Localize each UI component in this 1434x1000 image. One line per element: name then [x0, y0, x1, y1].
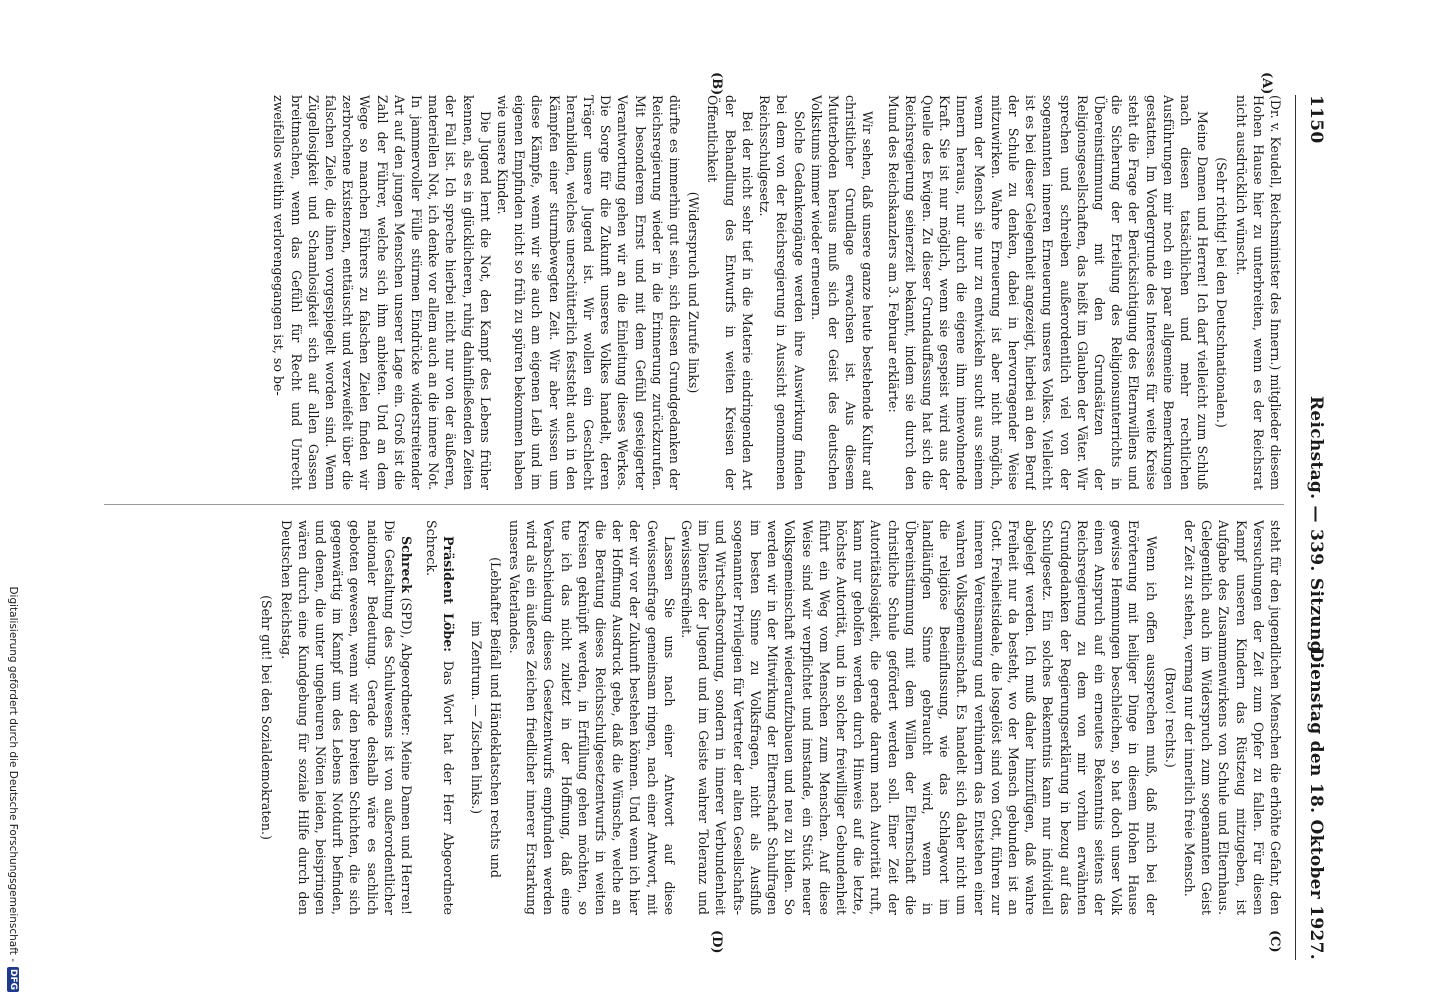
paragraph: Bei der nicht sehr tief in die Materie eindringenden Art der Behandlung des Entwurfs in weiten Kreisen der Öffentlichkeit [705, 95, 755, 490]
paragraph: Lassen Sie uns nach einer Antwort auf diese Gewissensfrage gemeinsam ringen, nach einer Antwort, mit der wir vor der Zukunft bestehen können. Und wenn ich hier der Hoffnung Ausdruck gebe, daß die Wünsche, welche an die Beratung dieses Reichsschulgesetzentwurfs in weiten Kreisen geknüpft werden, in Erfüllung gehen möchten, so tue ich das nicht zuletzt in der Hoffnung, daß eine Verabschiedung dieses Gesetzentwurfs empfunden werden wird als ein äußeres Zeichen friedlicher innerer Erstarkung unseres Vaterlandes. [507, 520, 677, 915]
paragraph: Solche Gedankengänge werden ihre Auswirkung finden bei dem von der Reichsregierung in Aussicht genommenen Reichsschulgesetz. [757, 95, 807, 490]
paragraph: Meine Damen und Herren! Ich darf vielleicht zum Schluß nach diesen tatsächlichen und mehr rechtlichen Ausführungen mir noch ein paar allgemeine Bemerkungen gestatten. Im Vordergrunde des Interesses für weite Kreise steht die Frage der Berücksichtigung des Elternwillens und die Sicherung der Erteilung des Religionsunterrichts in Übereinstimmung mit den Grundsätzen der Religionsgesellschaften, das heißt im Glauben der Väter. Wir sprechen und schreiben außerordentlich viel von der sogenannten inneren Erneuerung unseres Volkes. Vielleicht ist es bei dieser Gelegenheit angezeigt, hierbei an den Beruf der Schule zu denken, dabei in hervorragender Weise mitzuwirken. Wahre Erneuerung ist aber nicht möglich, wenn der Mensch sie nur zu entwickeln sucht aus seinem Innern heraus, nur durch die eigene ihm innewohnende Kraft. Sie ist nur möglich, wenn sie gespeist wird aus der Quelle des Ewigen. Zu dieser Grundauffassung hat sich die Reichsregierung seinerzeit bekannt, indem sie durch den Mund des Reichskanzlers am 3. Februar erklärte: [885, 95, 1211, 490]
page-title: Reichstag. — 339. Sitzung. [1306, 395, 1326, 660]
margin-marker-b: (B) [709, 72, 724, 96]
dfg-logo: DFG [8, 968, 18, 990]
digitization-credit [0, 0, 26, 1000]
speech-text: (SPD), Abgeordneter: Meine Damen und Herren! Die Gestaltung des Schulwesens ist von außerordentlicher nationaler Bedeutung. Gerade deshalb wäre es sachlich geboten gewesen, wenn wir den breiten Schichten, die sich gegenwärtig im Kampf um des Lebens Notdurft befinden, und denen, die unter ungeheuren Nöten leiden, beispringen wären durch eine Kundgebung für soziale Hilfe durch den Deutschen Reichstag. [278, 520, 415, 915]
paragraph: dürfte es immerhin gut sein, sich diesen Grundgedanken der Reichsregierung wieder in die Erinnerung zurückzurufen. Mit besonderem Ernst und mit dem Gefühl gesteigerter Verantwortung gehen wir an die Einleitung dieses Werkes. Die Sorge für die Zukunft unseres Volkes handelt, deren Träger unsere Jugend ist. Wir wollen ein Geschlecht heranbilden, welches unerschütterlich feststeht auch in den Kämpfen einer sturmbewegten Zeit. Wir aber wissen um diese Kämpfe, wenn wir sie auch am eigenen Leib und im eigenen Empfinden nicht so früh zu spüren bekommen haben wie unsere Kinder. [495, 95, 683, 490]
page-header [1296, 95, 1326, 960]
column-divider [104, 504, 1284, 505]
reaction: (Lebhafter Beifall und Händeklatschen rechts und [487, 557, 503, 878]
speaker-name: Präsident Löbe: [441, 536, 457, 652]
reaction: (Sehr richtig! bei den Deutschnationalen.) [1214, 157, 1230, 428]
margin-marker-c: (C) [1267, 930, 1282, 953]
page-number: 1150 [1306, 95, 1326, 144]
header-rule [1295, 95, 1296, 960]
paragraph: Wir sehen, daß unsere ganze heute bestehende Kultur auf christlicher Grundlage erwachsen ist. Aus diesem Mutterboden heraus muß sich der Geist des deutschen Volkstums immer wieder erneuern. [808, 95, 876, 490]
right-column [104, 520, 1284, 915]
reaction: (Bravo! rechts.) [1162, 667, 1178, 768]
credit-text: Digitalisierung gefördert durch die Deutsche Forschungsgemeinschaft - [7, 586, 19, 962]
reaction: im Zentrum. — Zischen links.) [468, 620, 484, 815]
margin-marker-a: (A) [1259, 72, 1274, 95]
paragraph: Wenn ich offen aussprechen muß, daß mich bei der Erörterung mit heiliger Dinge in diesem Hohen Hause gewisse Hemmungen beschleichen, so hat doch unser Volk einen Anspruch auf ein erneutes Bekenntnis seitens der Reichsregierung zu dem von mir vorhin erwähnten Grundgedanken der Regierungserklärung in bezug auf das Schulgesetz. Ein solches Bekenntnis kann nur individuell abgelegt werden. Ich muß daher hinzufügen, daß wahre Freiheit nur da besteht, wo der Mensch gebunden ist an Gott. Freiheitsideale, die losgelöst sind von Gott, führen zur inneren Vereinsamung und verhindern das Entstehen einer wahren Volksgemeinschaft. Es handelt sich daher nicht um die religiöse Beeinflussung, wie das Schlagwort im landläufigen Sinne gebraucht wird, wenn in Übereinstimmung mit dem Willen der Elternschaft die christliche Schule gefördert werden soll. Einer Zeit der Autoritätslosigkeit, die gerade darum nach Autorität ruft, kann nur geholfen werden durch Hinweis auf die letzte, höchste Autorität, und in solcher freiwilliger Gebundenheit führt ein Weg vom Menschen zum Menschen. Auf diese Weise sind wir verpflichtet und imstande, ein Stück neuer Volksgemeinschaft wiederaufzubauen und neu zu bilden. So werden wir in der Mitwirkung der Elternschaft Schulfragen im besten Sinne zu Volksfragen, nicht als Ausfluß sogenannter Privilegien für Vertreter der alten Gesellschafts- und Wirtschaftsordnung, sondern in innerer Verbundenheit im Dienste der Jugend und im Geiste wahrer Toleranz und Gewissensfreiheit. [679, 520, 1159, 915]
session-date: Dienstag den 18. Oktober 1927. [1306, 647, 1326, 960]
speaker-paragraph [277, 520, 415, 915]
reaction: (Widerspruch und Zurufe links) [686, 191, 702, 394]
speaker-name: Schreck [399, 536, 415, 593]
paragraph: Die Jugend lernt die Not, den Kampf des Lebens früher kennen, als es in glücklicheren, ruhig dahinfließenden Zeiten der Fall ist. Ich spreche hierbei nicht nur von der äußeren, materiellen Not, ich denke vor allem auch an die innere Not. In jammervoller Fülle stürmen Eindrücke widerstreitender Art auf den jungen Menschen unserer Lage ein. Groß ist die Zahl der Führer, welche sich ihm anbieten. Und an dem Wege so manchen Führers zu falschen Zielen finden wir zerbrochene Existenzen, enttäuscht und verzweifelt über die falschen Ziele, die ihnen vorgespiegelt worden sind. Wenn Zügellosigkeit und Schamlosigkeit sich auf allen Gassen breitmachen, wenn das Gefühl für Recht und Unrecht zweifellos weithin verlorengegangen ist, so be- [271, 95, 493, 490]
margin-marker-d: (D) [709, 930, 724, 954]
speaker-paragraph [423, 520, 457, 915]
left-column [104, 95, 1284, 490]
paragraph: steht für den jugendlichen Menschen die erhöhte Gefahr, den Versuchungen der Zeit zum Opfer zu fallen. Für diesen Kampf unseren Kindern das Rüstzeug mitzugeben, ist Aufgabe des Zusammenwirkens von Schule und Elternhaus. Gelegentlich auch im Widerspruch zum sogenannten Geist der Zeit zu stehen, vermag nur der innerlich freie Mensch. [1181, 520, 1283, 915]
speech-text: Das Wort hat der Herr Abgeordnete Schreck. [424, 520, 457, 915]
paragraph: (Dr. v. Keudell, Reichsminister des Innern.) mitglieder diesem Hohen Hause hier zu unterbreiten, wenn es der Reichsrat nicht ausdrücklich wünscht. [1233, 95, 1283, 490]
reaction: (Sehr gut! bei den Sozialdemokraten.) [259, 595, 275, 840]
